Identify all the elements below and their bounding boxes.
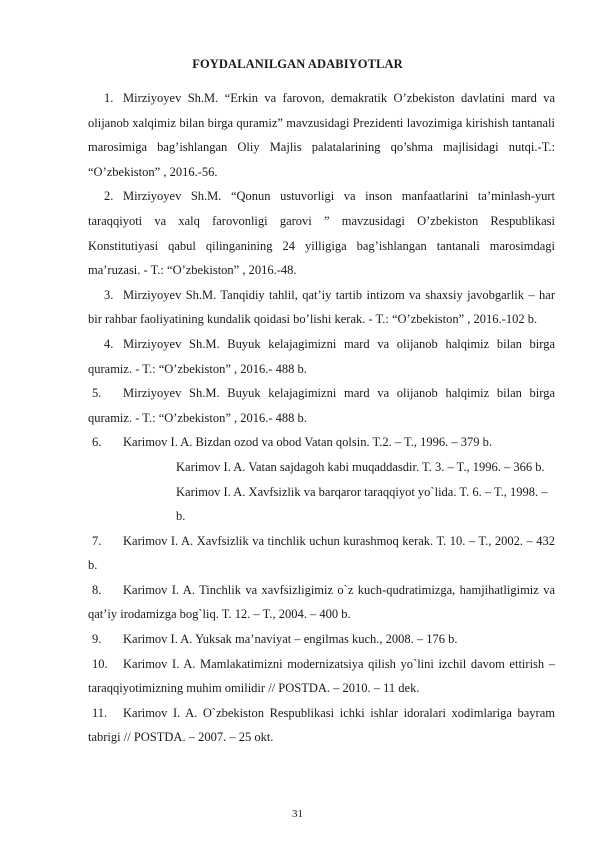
reference-item — [88, 283, 555, 332]
reference-item — [88, 529, 555, 578]
reference-item — [88, 701, 555, 750]
reference-text: Mirziyoyev Sh.M. “Qonun ustuvorligi va inson manfaatlarini ta’minlash-yurt taraqqiyoti va xalq farovonligi garovi ” mavzusidagi O’zbekiston Respublikasi Konstitutiyasi qabul qilinganining 24 yilligiga bag’ishlangan tantanali marosimdagi ma’ruzasi. - T.: “O’zbekiston” , 2016.-48. — [88, 189, 555, 278]
reference-item — [88, 184, 555, 282]
reference-text: Mirziyoyev Sh.M. Buyuk kelajagimizni mard va olijanob halqimiz bilan birga quramiz. - T.: “O’zbekiston” , 2016.- 488 b. — [88, 386, 555, 425]
reference-number: 5. — [92, 386, 102, 401]
reference-item — [88, 652, 555, 701]
reference-number: 4. — [104, 336, 114, 351]
page-title: FOYDALANILGAN ADABIYOTLAR — [192, 57, 403, 71]
reference-number: 1. — [104, 91, 114, 105]
reference-number: 7. — [92, 533, 102, 548]
reference-text: Karimov I. A. O`zbekiston Respublikasi ichki ishlar idoralari xodimlariga bayram tabrigi // POSTDA. – 2007. – 25 okt. — [88, 705, 555, 745]
reference-text: Karimov I. A. Mamlakatimizni modernizatsiya qilish yo`lini izchil davom ettirish – taraqqiyotimizning muhim omilidir // POSTDA. – 2010. – 11 dek. — [88, 656, 555, 696]
reference-list — [88, 86, 555, 750]
reference-continuation: Karimov I. A. Vatan sajdagoh kabi muqaddasdir. T. 3. – T., 1996. – 366 b. — [176, 459, 545, 474]
reference-number: 2. — [104, 189, 114, 204]
reference-number: 11. — [92, 705, 108, 720]
reference-item — [88, 627, 555, 652]
reference-number: 6. — [92, 435, 102, 450]
reference-item — [88, 86, 555, 184]
reference-item — [88, 430, 555, 455]
reference-item — [88, 332, 555, 381]
reference-text: Karimov I. A. Tinchlik va xavfsizligimiz o`z kuch-qudratimizga, hamjihatligimiz va qat’iy irodamizga bog`liq. T. 12. – T., 2004. – 400 b. — [88, 582, 555, 622]
reference-text: Karimov I. A. Bizdan ozod va obod Vatan qolsin. T.2. – T., 1996. – 379 b. — [123, 435, 492, 450]
reference-text: Karimov I. A. Yuksak ma’naviyat – engilmas kuch., 2008. – 176 b. — [123, 632, 458, 647]
reference-item — [88, 578, 555, 627]
reference-number: 9. — [92, 632, 102, 647]
reference-item — [88, 381, 555, 430]
page-number: 31 — [292, 808, 303, 820]
reference-number: 10. — [92, 656, 108, 671]
reference-number: 8. — [92, 582, 102, 597]
reference-text: Mirziyoyev Sh.M. “Erkin va farovon, demakratik O’zbekiston davlatini mard va olijanob xalqimiz bilan birga quramiz” mavzusidagi Prezidenti lavozimiga kirishish tantanali marosimiga bag’ishlangan Oliy Majlis palatalarining qo’shma majlisidagi nutqi.-T.: “O’zbekiston” , 2016.-56. — [88, 91, 555, 179]
reference-text: Mirziyoyev Sh.M. Tanqidiy tahlil, qat’iy tartib intizom va shaxsiy javobgarlik – har bir rahbar faoliyatining kundalik qoidasi bo’lishi kerak. - T.: “O’zbekiston” , 2016.-102 b. — [88, 287, 555, 327]
reference-number: 3. — [104, 287, 114, 302]
reference-text: Mirziyoyev Sh.M. Buyuk kelajagimizni mard va olijanob halqimiz bilan birga quramiz. - T.: “O’zbekiston” , 2016.- 488 b. — [88, 336, 555, 376]
reference-text: Karimov I. A. Xavfsizlik va tinchlik uchun kurashmoq kerak. T. 10. – T., 2002. – 432 b. — [88, 533, 555, 573]
reference-continuation: Karimov I. A. Xavfsizlik va barqaror taraqqiyot yo`lida. T. 6. – T., 1998. –b. — [176, 484, 548, 524]
